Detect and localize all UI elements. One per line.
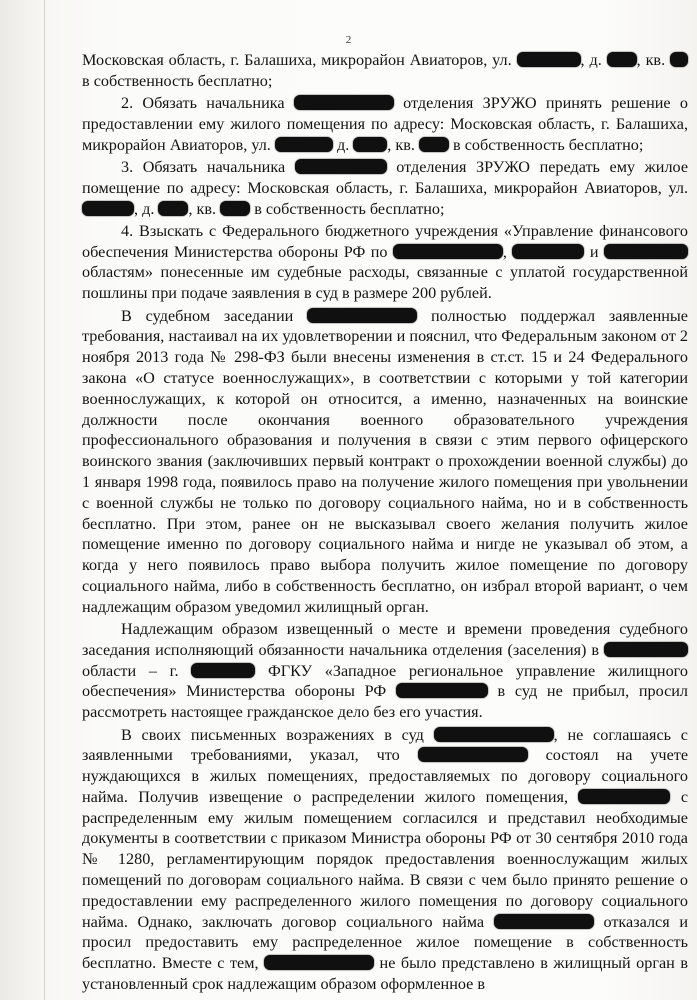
redaction-mark — [295, 159, 387, 174]
paragraph-text: , д. — [134, 199, 159, 218]
paragraph-text: 3. Обязать начальника — [121, 157, 295, 176]
paragraph-text: , кв. — [636, 51, 670, 69]
redaction-mark — [307, 308, 417, 323]
paragraph-text: 4. Взыскать с Федерального бюджетного учреждения «Управление финансового обеспечения Министерства обороны РФ по — [82, 221, 688, 261]
paragraph — [82, 50, 688, 92]
redaction-mark — [607, 52, 637, 67]
redaction-mark — [434, 727, 554, 742]
redaction-mark — [418, 747, 528, 762]
redaction-mark — [294, 95, 394, 110]
paragraph-text: Московская область, г. Балашиха, микрорайон Авиаторов, ул. — [82, 51, 517, 69]
paragraph-text: и — [584, 242, 604, 261]
redaction-mark — [393, 244, 503, 259]
redaction-mark — [220, 201, 250, 216]
redaction-mark — [517, 52, 581, 67]
paragraph-text: в собственность бесплатно; — [82, 71, 273, 90]
redaction-mark — [670, 52, 688, 67]
paragraph-text: отделения ЗРУЖО передать ему жилое помещение по адресу: Московская область, г. Балашиха, микрорайон Авиаторов, ул. — [82, 157, 689, 197]
redaction-mark — [578, 789, 670, 804]
paragraph-text: Надлежащим образом извещенный о месте и времени проведения судебного заседания исполняющий обязанности начальника отделения (заселения) в — [82, 620, 688, 659]
redaction-mark — [604, 642, 688, 657]
document-body — [82, 50, 688, 996]
redaction-mark — [419, 137, 449, 152]
page-edge-shadow — [44, 0, 45, 1000]
paragraph — [82, 221, 688, 304]
paragraph-text: отказался и просил предоставить ему распределенное жилое помещение в собственность бесплатно. Вместе с тем, — [82, 912, 688, 973]
paragraph-text: в суд не прибыл, просил рассмотреть настоящее гражданское дело без его участия. — [82, 682, 689, 722]
paragraph-text: В своих письменных возражениях в суд — [121, 725, 434, 744]
paragraph-text: ФГКУ «Западное региональное управление жилищного обеспечения» Министерства обороны РФ — [82, 661, 688, 701]
redaction-mark — [396, 683, 488, 698]
redaction-mark — [264, 955, 374, 970]
paragraph-text: с распределенным ему жилым помещением согласился и представил необходимые документы в соответствии с приказом Министра обороны РФ от 30 сентября 2010 года № 1280, регламентирующим порядок предоставления военнослужащим жилых помещений по договорам социального найма. В связи с чем было принято решение о предоставлении ему распределенного жилого помещения по договору социального найма. Однако, заключать договор социального найма — [82, 787, 688, 931]
paragraph — [82, 725, 688, 995]
paragraph-text: , кв. — [387, 135, 419, 154]
paragraph-text: д. — [332, 135, 354, 154]
paragraph-text: областям» понесенные им судебные расходы, связанные с уплатой государственной пошлины при подаче заявления в суд в размере 200 рублей. — [82, 263, 688, 303]
paragraph-text: в собственность бесплатно; — [250, 199, 445, 218]
page-number: 2 — [345, 34, 352, 46]
redaction-mark — [604, 244, 688, 259]
paragraph-text: полностью поддержал заявленные требования, настаивал на их удовлетворении и пояснил, что Федеральным законом от 2 ноября 2013 года № 298-ФЗ были внесены изменения в ст.ст. 15 и 24 Федерального закона «О статусе военнослужащих», в соответствии с которыми у той категории военнослужащих, к которой он относится, а именно, назначенных на воинские должности после окончания военного образовательного учреждения профессионального образования и получения в связи с этим первого офицерского воинского звания (заключивших первый контракт о прохождении военной службы) до 1 января 1998 года, появилось право на получение жилого помещения при увольнении с военной службы не только по договору социального найма, но и в собственность бесплатно. При этом, ранее он не высказывал своего желания получить жилое помещение именно по договору социального найма и нигде не указывал об этом, а когда у него появилось право выбора получить жилое помещение по договору социального найма, либо в собственность бесплатно, он избрал второй вариант, о чем надлежащим образом уведомил жилищный орган. — [82, 306, 688, 616]
paragraph-text: не было представлено в жилищный орган в установленный срок надлежащим образом оформленное в — [82, 954, 688, 994]
paragraph-text: состоял на учете нуждающихся в жилых помещениях, предоставляемых по договору социального найма. Получив извещение о распределении жилого помещения, — [82, 746, 689, 806]
paragraph-text: отделения ЗРУЖО принять решение о предоставлении ему жилого помещения по адресу: Московская область, г. Балашиха, микрорайон Авиаторов, ул. — [82, 94, 688, 154]
redaction-mark — [82, 201, 134, 216]
paragraph — [82, 157, 688, 219]
paragraph-text: 2. Обязать начальника — [121, 94, 294, 113]
redaction-mark — [191, 663, 255, 678]
redaction-mark — [494, 914, 594, 929]
redaction-mark — [275, 137, 333, 152]
paragraph-text: , кв. — [188, 199, 221, 218]
paragraph-text: В судебном заседании — [121, 306, 308, 325]
paragraph — [82, 93, 688, 155]
redaction-mark — [158, 201, 188, 216]
paragraph-text: , — [502, 242, 513, 261]
redaction-mark — [512, 244, 584, 259]
paragraph-text: в собственность бесплатно; — [449, 135, 644, 154]
redaction-mark — [353, 137, 387, 152]
paragraph-text: области – г. — [82, 661, 192, 680]
paragraph-text: , не соглашаясь с заявленными требованиями, указал, что — [82, 725, 688, 765]
paragraph — [82, 306, 688, 618]
paragraph-text: , д. — [580, 51, 607, 69]
paragraph — [82, 619, 688, 723]
